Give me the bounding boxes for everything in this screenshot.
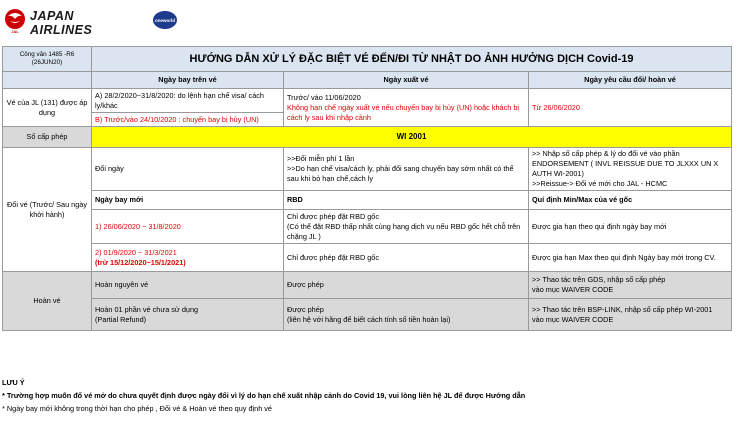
sub-header-rbd: RBD [284,191,529,210]
brand-name [30,9,92,37]
waiver-code: WI 2001 [92,127,732,148]
doc-reference: Công văn 1485 -R6 (26JUN20) [3,47,92,72]
case2-rule: Được gia hạn Max theo qui định Ngày bay mới trong CV. [529,244,732,272]
reissue-fee-rules: >>Đổi miễn phí 1 lần >>Do hạn chế visa/cách ly, phải đổi sang chuyến bay sớm nhất có thể sau khi bỏ hạn chế,cách ly [284,148,529,191]
note-1: * Trường hợp muốn đổ vé mở do chưa quyết định được ngày đổi vì lý do hạn chế xuất nhập cảnh do Covid 19, vui lòng liên hệ JL để được Hướng dẫn [2,391,526,400]
refund-label: Hoàn vé [3,272,92,331]
brand-line1: JAPAN [30,9,74,23]
col-header-flight-date: Ngày bay trên vé [92,72,284,89]
policy-table [2,46,732,331]
case1-rule: Được gia hạn theo qui định ngày bay mới [529,210,732,244]
col-header-issue-date: Ngày xuất vé [284,72,529,89]
sub-header-new-date: Ngày bay mới [92,191,284,210]
waiver-label: Số cấp phép [3,127,92,148]
full-refund-label: Hoàn nguyên vé [92,272,284,299]
full-refund-procedure: >> Thao tác trên GDS, nhập số cấp phép vào mục WAIVER CODE [529,272,732,299]
partial-refund-allowed: Được phép (liên hệ với hãng để biết cách tính số tiền hoàn lại) [284,299,529,331]
note-2: * Ngày bay mới không trong thời hạn cho phép , Đổi vé & Hoàn vé theo quy định vé [2,404,272,413]
reissue-procedure: >> Nhập số cấp phép & lý do đổi vé vào phần ENDORSEMENT ( INVL REISSUE DUE TO JLXXX UN X AUTH WI-2001) >>Reissue-> Đổi vé mới cho JAL - HCMC [529,148,732,191]
flight-period-b: B) Trước/vào 24/10/2020 : chuyến bay bị hủy (UN) [92,113,284,127]
issue-date-cell: Trước/ vào 11/06/2020 Không hạn chế ngày xuất vé nếu chuyến bay bị hủy (UN) hoặc khách bị cách ly sau khi nhập cảnh [284,89,529,127]
sub-header-minmax: Quí định Min/Max của vé gốc [529,191,732,210]
crane-icon [4,8,26,34]
case2-date: 2) 01/9/2020 ~ 31/3/2021 (trừ 15/12/2020~15/1/2021) [92,244,284,272]
col-header-request-date: Ngày yêu cầu đổi/ hoàn vé [529,72,732,89]
header [0,0,737,45]
alliance-logo: oneworld [153,11,177,29]
logo-text: JAL [11,29,19,34]
notes-heading: LƯU Ý [2,378,25,387]
header-blank [3,72,92,89]
case1-date: 1) 26/06/2020 ~ 31/8/2020 [92,210,284,244]
reissue-label: Đổi vé (Trước/ Sau ngày khởi hành) [3,148,92,272]
partial-refund-label: Hoàn 01 phần vé chưa sử dụng (Partial Refund) [92,299,284,331]
request-date: Từ 26/06/2020 [529,89,732,127]
case2-rbd: Chỉ được phép đặt RBD gốc [284,244,529,272]
flight-period-a: A) 28/2/2020~31/8/2020: do lệnh hạn chế visa/ cách ly/khác [92,89,284,113]
case1-rbd: Chỉ được phép đặt RBD gốc (Có thể đặt RBD thấp nhất cùng hạng dịch vụ nếu RBD gốc hết chỗ trên chặng JL ) [284,210,529,244]
change-date-label: Đổi ngày [92,148,284,191]
notes-section [2,376,735,415]
applicable-label: Vé của JL (131) được áp dụng [3,89,92,127]
page-title: HƯỚNG DẪN XỬ LÝ ĐẶC BIỆT VÉ ĐẾN/ĐI TỪ NHẬT DO ẢNH HƯỞNG DỊCH Covid-19 [92,47,732,72]
full-refund-allowed: Được phép [284,272,529,299]
brand-line2: AIRLINES [30,23,93,37]
partial-refund-procedure: >> Thao tác trên BSP-LINK, nhập số cấp phép WI-2001 vào mục WAIVER CODE [529,299,732,331]
